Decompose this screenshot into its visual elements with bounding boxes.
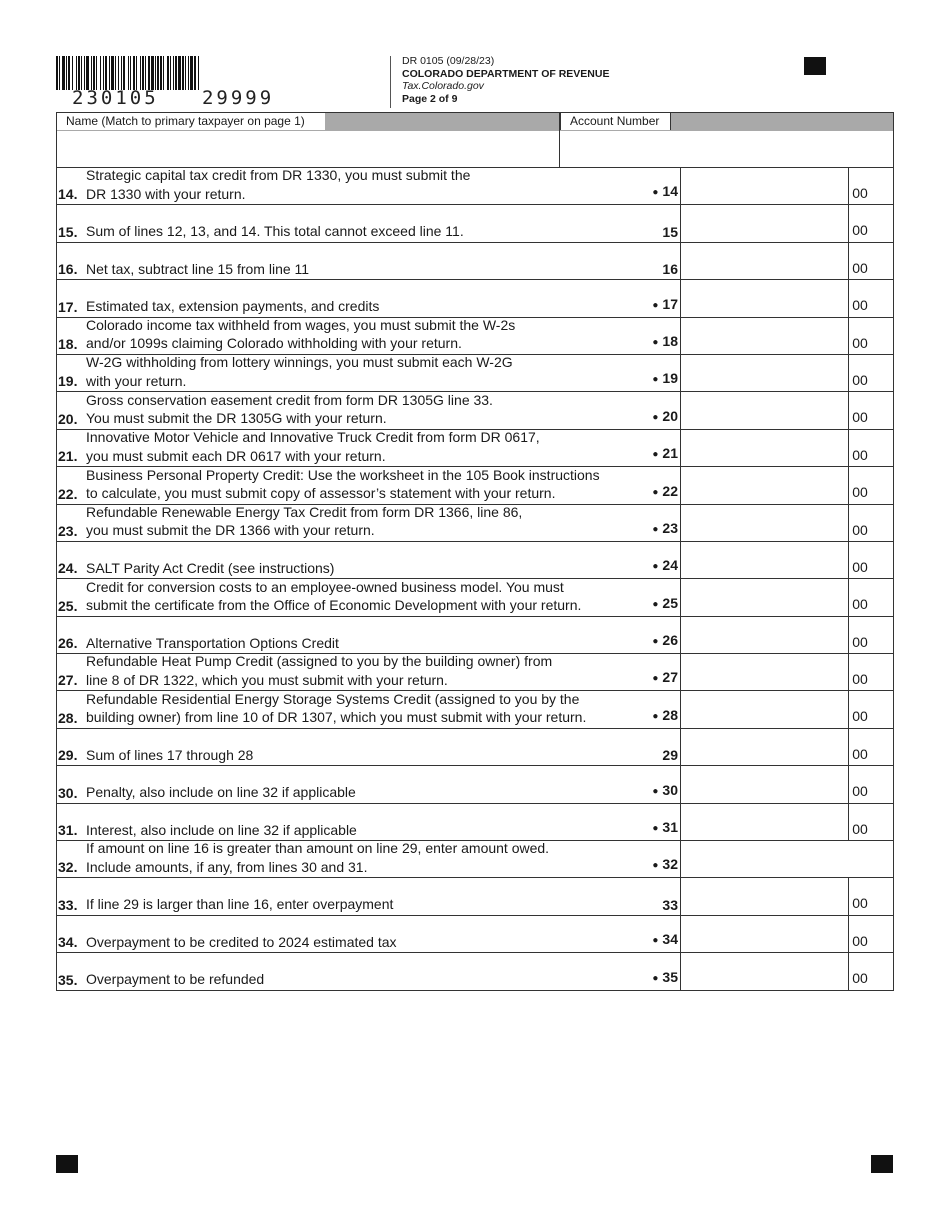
line-description: If amount on line 16 is greater than amount on line 29, enter amount owed. Include amounts, if any, from lines 30 and 31. xyxy=(86,840,550,875)
line-reference-number: 27 xyxy=(662,669,678,686)
line-description: Colorado income tax withheld from wages, you must submit the W-2s and/or 1099s claiming Colorado withholding with your return. xyxy=(86,316,516,352)
table-border xyxy=(56,168,57,991)
line-description: Net tax, subtract line 15 from line 11 xyxy=(86,260,310,277)
required-bullet-icon: ● xyxy=(652,710,659,722)
line-reference-number: 14 xyxy=(662,183,678,200)
cents-field: 00 xyxy=(848,430,871,466)
line-reference-number: 16 xyxy=(662,261,678,278)
registration-mark xyxy=(804,57,826,75)
amount-field[interactable] xyxy=(680,654,871,690)
line-reference-number: 19 xyxy=(662,370,678,387)
barcode-bar xyxy=(170,56,171,90)
website: Tax.Colorado.gov xyxy=(402,80,484,92)
line-reference xyxy=(652,295,678,316)
barcode-bar xyxy=(163,56,164,90)
barcode-bar xyxy=(145,56,146,90)
barcode-bar xyxy=(188,56,189,90)
cents-field: 00 xyxy=(848,467,871,503)
amount-field[interactable] xyxy=(680,505,871,541)
barcode-bar xyxy=(121,56,122,90)
line-reference-number: 34 xyxy=(662,931,678,948)
form-line xyxy=(56,168,894,205)
amount-field[interactable] xyxy=(680,804,871,840)
form-line xyxy=(56,953,894,990)
cents-field: 00 xyxy=(848,505,871,541)
amount-field[interactable] xyxy=(680,617,871,653)
amount-field[interactable] xyxy=(680,205,871,241)
tax-lines xyxy=(56,168,894,991)
form-line xyxy=(56,691,894,728)
barcode-bar xyxy=(86,56,89,90)
required-bullet-icon: ● xyxy=(652,935,659,947)
barcode-bar xyxy=(151,56,154,90)
barcode-bar xyxy=(198,56,199,90)
barcode-bar xyxy=(62,56,65,90)
barcode-bar xyxy=(100,56,101,90)
amount-field[interactable] xyxy=(680,280,871,316)
required-bullet-icon: ● xyxy=(652,523,659,535)
line-reference-number: 21 xyxy=(662,445,678,462)
line-reference xyxy=(662,896,678,914)
form-line xyxy=(56,841,894,878)
line-description: Credit for conversion costs to an employee-owned business model. You must submit the certificate from the Office of Economic Development with your return. xyxy=(86,578,582,614)
barcode-bar xyxy=(128,56,129,90)
line-number: 19. xyxy=(58,373,78,390)
barcode-bar xyxy=(76,56,77,90)
line-description: Overpayment to be refunded xyxy=(86,971,265,988)
line-reference xyxy=(652,930,678,951)
form-line xyxy=(56,654,894,691)
line-reference-number: 26 xyxy=(662,632,678,649)
barcode-bar xyxy=(81,56,82,90)
amount-field[interactable] xyxy=(680,878,871,914)
line-reference xyxy=(652,444,678,465)
cents-field: 00 xyxy=(848,280,871,316)
line-number: 33. xyxy=(58,896,78,913)
line-description: Interest, also include on line 32 if applicable xyxy=(86,821,357,838)
form-line xyxy=(56,878,894,915)
line-reference-number: 24 xyxy=(662,557,678,574)
amount-field[interactable] xyxy=(680,355,871,391)
line-reference-number: 29 xyxy=(662,747,678,764)
required-bullet-icon: ● xyxy=(652,411,659,423)
line-reference xyxy=(662,260,678,278)
line-reference xyxy=(662,746,678,764)
form-line xyxy=(56,355,894,392)
cents-field: 00 xyxy=(848,654,871,690)
line-reference-number: 28 xyxy=(662,706,678,723)
form-line xyxy=(56,505,894,542)
amount-field[interactable] xyxy=(680,766,871,802)
line-reference xyxy=(652,594,678,615)
barcode-bar xyxy=(133,56,135,90)
line-number: 27. xyxy=(58,672,78,689)
line-reference xyxy=(652,556,678,577)
line-reference-number: 23 xyxy=(662,519,678,536)
line-description: Refundable Heat Pump Credit (assigned to you by the building owner) from line 8 of DR 1322, which you must submit with your return. xyxy=(86,653,553,688)
line-number: 30. xyxy=(58,784,78,801)
line-reference xyxy=(652,182,678,203)
amount-field[interactable] xyxy=(680,841,871,877)
line-description: W-2G withholding from lottery winnings, you must submit each W-2G with your return. xyxy=(86,354,513,389)
form-line xyxy=(56,280,894,317)
line-description: Overpayment to be credited to 2024 estimated tax xyxy=(86,933,397,950)
barcode-bar xyxy=(182,56,184,90)
amount-field[interactable] xyxy=(680,691,871,727)
barcode-bar xyxy=(178,56,181,90)
header-divider xyxy=(390,56,391,108)
cents-field: 00 xyxy=(848,878,871,914)
line-description: Sum of lines 17 through 28 xyxy=(86,746,254,763)
line-reference xyxy=(652,519,678,540)
line-number: 18. xyxy=(58,335,78,352)
department-name: COLORADO DEPARTMENT OF REVENUE xyxy=(402,67,610,80)
line-reference-number: 25 xyxy=(662,594,678,611)
line-number: 14. xyxy=(58,186,78,203)
amount-field[interactable] xyxy=(680,392,871,428)
form-line xyxy=(56,579,894,616)
barcode xyxy=(56,56,310,90)
line-description: Gross conservation easement credit from form DR 1305G line 33. You must submit the DR 1305G with your return. xyxy=(86,391,493,427)
required-bullet-icon: ● xyxy=(652,336,659,348)
form-line xyxy=(56,729,894,766)
line-description: Business Personal Property Credit: Use the worksheet in the 105 Book instructions to calculate, you must submit copy of assessor’s statement with your return. xyxy=(86,466,600,502)
barcode-bar xyxy=(157,56,159,90)
cents-field: 00 xyxy=(848,542,871,578)
line-reference-number: 32 xyxy=(662,856,678,873)
cents-field: 00 xyxy=(848,355,871,391)
line-number: 24. xyxy=(58,560,78,577)
line-number: 25. xyxy=(58,597,78,614)
barcode-bar xyxy=(173,56,174,90)
form-line xyxy=(56,804,894,841)
line-description: Refundable Renewable Energy Tax Credit from form DR 1366, line 86, you must submit the DR 1366 with your return. xyxy=(86,503,523,539)
barcode-bar xyxy=(142,56,144,90)
line-number: 23. xyxy=(58,522,78,539)
barcode-bar xyxy=(190,56,193,90)
required-bullet-icon: ● xyxy=(652,374,659,386)
line-reference xyxy=(652,482,678,503)
amount-field[interactable] xyxy=(680,168,871,204)
line-number: 35. xyxy=(58,971,78,988)
barcode-bar xyxy=(136,56,137,90)
barcode-bar xyxy=(72,56,73,90)
barcode-bar xyxy=(93,56,95,90)
form-line xyxy=(56,617,894,654)
line-description: Sum of lines 12, 13, and 14. This total cannot exceed line 11. xyxy=(86,223,464,240)
barcode-bar xyxy=(194,56,196,90)
barcode-bar xyxy=(59,56,60,90)
amount-field[interactable] xyxy=(680,318,871,354)
cents-field: 00 xyxy=(848,205,871,241)
line-description: Penalty, also include on line 32 if applicable xyxy=(86,784,356,801)
line-reference xyxy=(652,706,678,727)
required-bullet-icon: ● xyxy=(652,449,659,461)
line-reference xyxy=(652,781,678,802)
barcode-bar xyxy=(155,56,156,90)
barcode-bar xyxy=(175,56,177,90)
line-number: 17. xyxy=(58,298,78,315)
cents-field: 00 xyxy=(848,168,871,204)
form-line xyxy=(56,467,894,504)
line-description: SALT Parity Act Credit (see instructions) xyxy=(86,559,335,576)
cents-field: 00 xyxy=(848,243,871,279)
form-line xyxy=(56,430,894,467)
form-header xyxy=(402,55,609,105)
line-number: 15. xyxy=(58,223,78,240)
barcode-bar xyxy=(84,56,85,90)
line-reference-number: 35 xyxy=(662,968,678,985)
page-number: Page 2 of 9 xyxy=(402,92,458,105)
required-bullet-icon: ● xyxy=(652,860,659,872)
line-number: 34. xyxy=(58,934,78,951)
line-number: 22. xyxy=(58,485,78,502)
cents-field: 00 xyxy=(848,766,871,802)
line-reference xyxy=(652,818,678,839)
cents-field: 00 xyxy=(848,691,871,727)
name-label: Name (Match to primary taxpayer on page 1) xyxy=(57,113,325,130)
barcode-bar xyxy=(123,56,125,90)
form-line xyxy=(56,318,894,355)
line-number: 32. xyxy=(58,859,78,876)
line-number: 16. xyxy=(58,261,78,278)
form-line xyxy=(56,916,894,953)
form-line xyxy=(56,392,894,429)
line-reference-number: 30 xyxy=(662,781,678,798)
line-number: 29. xyxy=(58,747,78,764)
required-bullet-icon: ● xyxy=(652,823,659,835)
line-number: 31. xyxy=(58,822,78,839)
required-bullet-icon: ● xyxy=(652,673,659,685)
form-line xyxy=(56,542,894,579)
line-description: Refundable Residential Energy Storage Systems Credit (assigned to you by the building owner) from line 10 of DR 1307, which you must submit with your return. xyxy=(86,690,587,726)
barcode-bar xyxy=(105,56,107,90)
amount-field[interactable] xyxy=(680,542,871,578)
barcode-bar xyxy=(103,56,104,90)
barcode-bar xyxy=(111,56,114,90)
table-border xyxy=(893,168,894,991)
line-description: If line 29 is larger than line 16, enter overpayment xyxy=(86,896,394,913)
line-description: Estimated tax, extension payments, and credits xyxy=(86,298,380,315)
cents-field: 00 xyxy=(848,617,871,653)
line-number: 26. xyxy=(58,635,78,652)
cents-field: 00 xyxy=(848,579,871,615)
barcode-bar xyxy=(140,56,141,90)
cents-field: 00 xyxy=(848,318,871,354)
line-reference-number: 18 xyxy=(662,332,678,349)
cents-field: 00 xyxy=(848,392,871,428)
amount-field[interactable] xyxy=(680,953,871,989)
line-reference xyxy=(652,668,678,689)
account-number-field[interactable] xyxy=(560,131,893,167)
barcode-bar xyxy=(167,56,169,90)
barcode-bar xyxy=(130,56,131,90)
barcode-bar xyxy=(56,56,58,90)
amount-field[interactable] xyxy=(680,467,871,503)
barcode-bar xyxy=(118,56,119,90)
required-bullet-icon: ● xyxy=(652,785,659,797)
amount-field[interactable] xyxy=(680,430,871,466)
required-bullet-icon: ● xyxy=(652,299,659,311)
amount-field[interactable] xyxy=(680,243,871,279)
barcode-bar xyxy=(148,56,150,90)
line-reference xyxy=(652,407,678,428)
line-reference-number: 15 xyxy=(662,223,678,240)
barcode-bar xyxy=(109,56,110,90)
required-bullet-icon: ● xyxy=(652,598,659,610)
taxpayer-info-box xyxy=(56,112,894,168)
barcode-bar xyxy=(68,56,70,90)
line-reference xyxy=(652,332,678,353)
barcode-bar xyxy=(96,56,97,90)
line-number: 21. xyxy=(58,448,78,465)
registration-mark xyxy=(56,1155,78,1173)
line-reference-number: 17 xyxy=(662,295,678,312)
line-reference xyxy=(652,631,678,652)
amount-field[interactable] xyxy=(680,729,871,765)
account-number-label: Account Number xyxy=(560,113,671,130)
cents-field: 00 xyxy=(848,804,871,840)
line-description: Alternative Transportation Options Credit xyxy=(86,634,339,651)
barcode-number: 230105 29999 xyxy=(72,87,275,109)
line-number: 20. xyxy=(58,410,78,427)
line-description: Innovative Motor Vehicle and Innovative Truck Credit from form DR 0617, you must submit each DR 0617 with your return. xyxy=(86,429,540,464)
line-reference-number: 20 xyxy=(662,407,678,424)
required-bullet-icon: ● xyxy=(652,187,659,199)
required-bullet-icon: ● xyxy=(652,972,659,984)
barcode-bar xyxy=(91,56,92,90)
barcode-bar xyxy=(66,56,67,90)
cents-field: 00 xyxy=(848,729,871,765)
required-bullet-icon: ● xyxy=(652,486,659,498)
barcode-bar xyxy=(160,56,162,90)
form-id: DR 0105 (09/28/23) xyxy=(402,55,495,67)
line-reference-number: 33 xyxy=(662,896,678,913)
name-field[interactable] xyxy=(57,131,559,167)
cents-field: 00 xyxy=(848,916,871,952)
line-reference-number: 22 xyxy=(662,482,678,499)
registration-mark xyxy=(871,1155,893,1173)
required-bullet-icon: ● xyxy=(652,636,659,648)
amount-field[interactable] xyxy=(680,916,871,952)
form-line xyxy=(56,205,894,242)
barcode-bar xyxy=(115,56,116,90)
line-reference xyxy=(652,968,678,989)
form-line xyxy=(56,243,894,280)
barcode-bar xyxy=(185,56,186,90)
required-bullet-icon: ● xyxy=(652,561,659,573)
line-number: 28. xyxy=(58,709,78,726)
amount-field[interactable] xyxy=(680,579,871,615)
line-reference xyxy=(662,223,678,241)
line-reference-number: 31 xyxy=(662,819,678,836)
barcode-bar xyxy=(78,56,80,90)
form-line xyxy=(56,766,894,803)
line-reference xyxy=(652,855,678,876)
line-description: Strategic capital tax credit from DR 1330, you must submit the DR 1330 with your return. xyxy=(86,167,471,202)
cents-field: 00 xyxy=(848,953,871,989)
line-reference xyxy=(652,369,678,390)
